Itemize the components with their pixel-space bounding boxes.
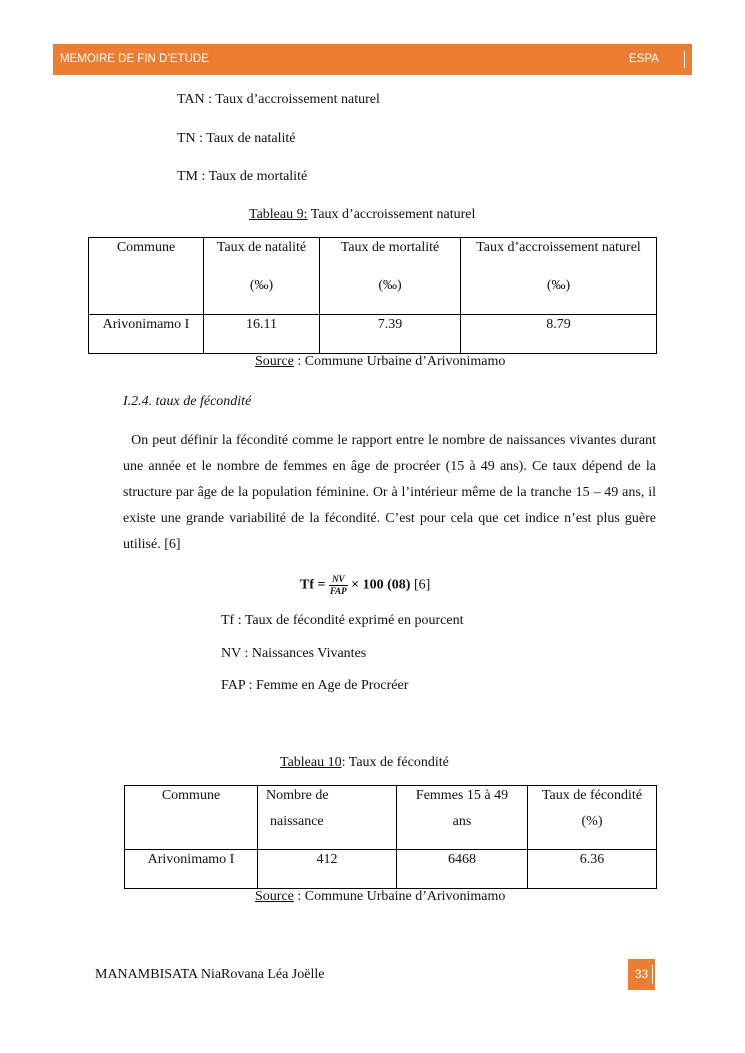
table10-caption-text: : Taux de fécondité bbox=[341, 755, 449, 770]
table10-header-row bbox=[125, 786, 657, 850]
table10-cell-naissances: 412 bbox=[258, 850, 397, 889]
formula-lhs: Tf = bbox=[300, 577, 329, 593]
table9-cell-mortalite: 7.39 bbox=[320, 315, 461, 354]
table10-cell-femmes: 6468 bbox=[397, 850, 528, 889]
definition-fap: FAP : Femme en Age de Procréer bbox=[221, 678, 409, 693]
table10-source bbox=[255, 888, 505, 906]
table10-header-cell: Femmes 15 à 49 ans bbox=[397, 786, 528, 850]
table9-header-cell: Commune bbox=[89, 238, 204, 315]
definition-tm: TM : Taux de mortalité bbox=[177, 169, 308, 184]
table9-source-text: : Commune Urbaine d’Arivonimamo bbox=[293, 354, 506, 369]
table9-header-cell: Taux de natalité (‰) bbox=[204, 238, 320, 315]
definition-nv: NV : Naissances Vivantes bbox=[221, 646, 367, 661]
page-number bbox=[628, 959, 655, 990]
table10-row bbox=[125, 850, 657, 889]
table10-cell-commune: Arivonimamo I bbox=[125, 850, 258, 889]
page-header bbox=[53, 44, 692, 75]
header-divider bbox=[684, 51, 685, 68]
definition-tan: TAN : Taux d’accroissement naturel bbox=[177, 92, 380, 107]
table9 bbox=[88, 237, 657, 354]
table9-caption-label: Tableau 9: bbox=[249, 207, 308, 222]
table9-cell-natalite: 16.11 bbox=[204, 315, 320, 354]
table9-header-cell: Taux d’accroissement naturel (‰) bbox=[461, 238, 657, 315]
table9-source-label: Source bbox=[255, 354, 294, 369]
table9-cell-accroissement: 8.79 bbox=[461, 315, 657, 354]
table9-header-cell: Taux de mortalité (‰) bbox=[320, 238, 461, 315]
table10-header-cell: Commune bbox=[125, 786, 258, 850]
table10-caption bbox=[280, 754, 449, 772]
table10-source-text: : Commune Urbaine d’Arivonimamo bbox=[293, 889, 506, 904]
table10-cell-taux: 6.36 bbox=[528, 850, 657, 889]
formula-rhs: × 100 (08) bbox=[347, 577, 411, 593]
table10-source-label: Source bbox=[255, 889, 294, 904]
header-school: ESPA bbox=[629, 53, 659, 65]
table9-source bbox=[255, 353, 505, 371]
formula-numerator: NV bbox=[329, 574, 348, 586]
table9-caption-text: Taux d’accroissement naturel bbox=[307, 207, 476, 222]
table9-caption bbox=[249, 206, 475, 224]
definition-tf: Tf : Taux de fécondité exprimé en pourcent bbox=[221, 613, 464, 628]
table9-cell-commune: Arivonimamo I bbox=[89, 315, 204, 354]
header-title: MEMOIRE DE FIN D’ETUDE bbox=[60, 53, 209, 65]
table10 bbox=[124, 785, 657, 889]
body-paragraph: On peut définir la fécondité comme le rapport entre le nombre de naissances vivantes durant une année et le nombre de femmes en âge de procréer (15 à 49 ans). Ce taux dépend de la structure par âge de la population féminine. Or à l’intérieur même de la tranche 15 – 49 ans, il existe une grande variabilité de la fécondité. C’est pour cela que cet indice n’est plus guère utilisé. [6] bbox=[123, 433, 656, 552]
table9-row bbox=[89, 315, 657, 354]
fertility-formula bbox=[300, 574, 500, 604]
formula-reference: [6] bbox=[410, 577, 431, 593]
formula-denominator: FAP bbox=[329, 586, 347, 596]
table10-header-cell: Nombre de naissance bbox=[258, 786, 397, 850]
formula-fraction bbox=[329, 574, 348, 597]
page-number-divider bbox=[652, 965, 653, 984]
definition-tn: TN : Taux de natalité bbox=[177, 131, 296, 146]
page-number-value: 33 bbox=[634, 967, 649, 981]
table10-header-cell: Taux de fécondité (%) bbox=[528, 786, 657, 850]
table10-caption-label: Tableau 10 bbox=[280, 755, 342, 770]
footer-author: MANAMBISATA NiaRovana Léa Joëlle bbox=[95, 967, 325, 982]
section-title: I.2.4. taux de fécondité bbox=[123, 394, 252, 409]
table9-header-row bbox=[89, 238, 657, 315]
